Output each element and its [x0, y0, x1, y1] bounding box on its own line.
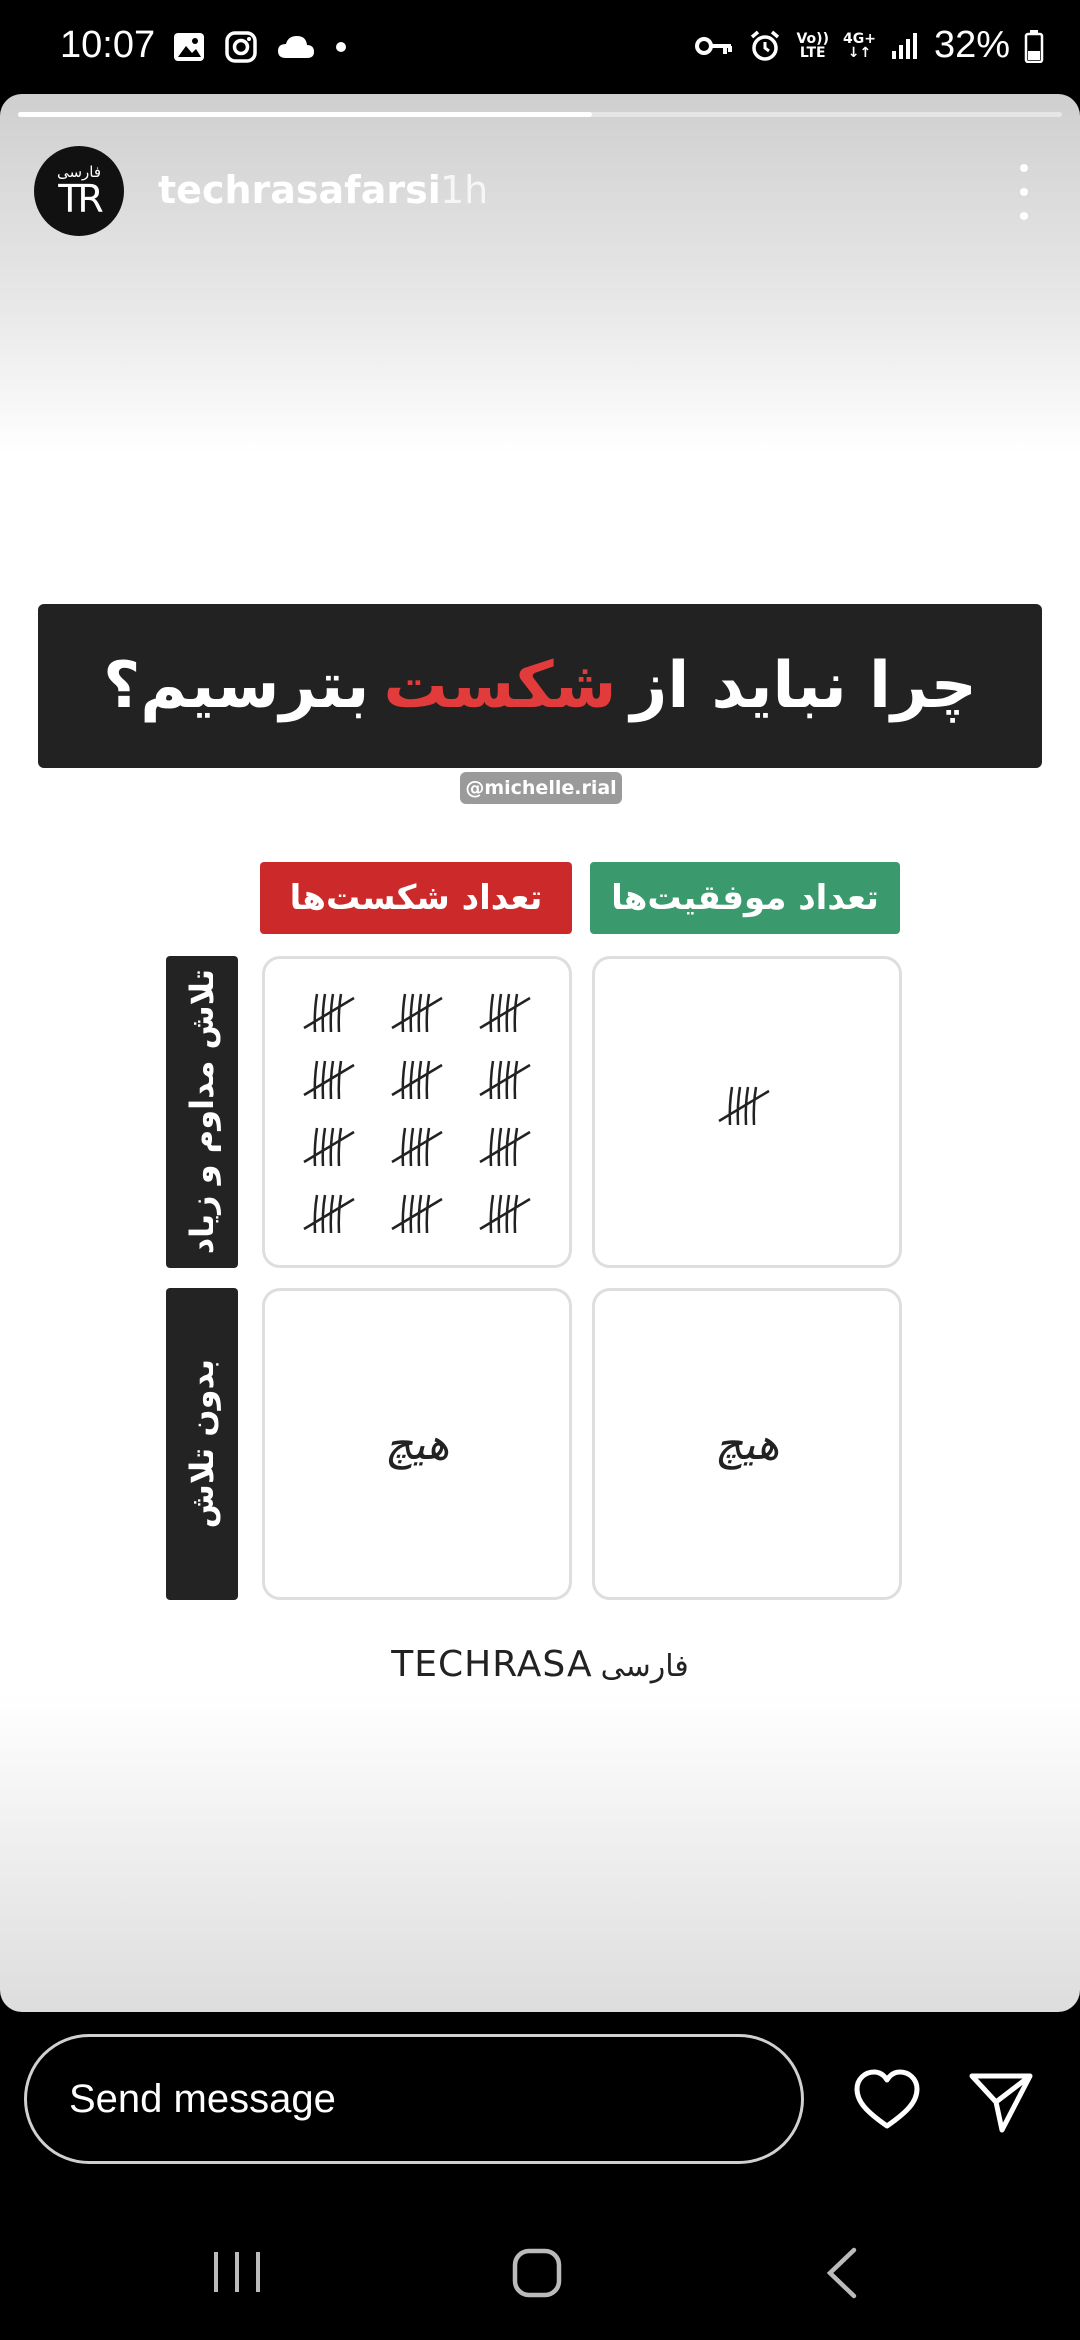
- instagram-icon: [224, 30, 258, 64]
- signal-icon: [890, 31, 920, 61]
- story-progress-fill: [18, 112, 592, 117]
- tally-grid: [285, 979, 549, 1247]
- tally-mark: [715, 1083, 773, 1133]
- send-message-input[interactable]: [24, 2034, 804, 2164]
- tally-mark: [476, 990, 534, 1036]
- gallery-icon: [172, 30, 206, 64]
- battery-percent: 32%: [933, 24, 1010, 66]
- volte-icon: Vo)) LTE: [796, 30, 829, 61]
- tally-mark: [300, 990, 358, 1036]
- credit-badge: @michelle.rial: [460, 772, 622, 804]
- tally-mark: [388, 1191, 446, 1237]
- cell-successes-effort: [592, 956, 902, 1268]
- title-part-2: بترسیم؟: [103, 649, 370, 723]
- recent-apps-icon[interactable]: [210, 2250, 264, 2294]
- infographic-title: [38, 604, 1042, 768]
- tally-mark: [388, 990, 446, 1036]
- status-bar: [0, 0, 1080, 96]
- nothing-label: هیچ: [714, 1418, 780, 1470]
- tally-mark: [300, 1057, 358, 1103]
- status-right-icons: [694, 24, 1044, 67]
- tally-mark: [476, 1057, 534, 1103]
- title-part-1: چرا نباید از: [630, 649, 977, 723]
- story-card[interactable]: [0, 94, 1080, 2012]
- avatar[interactable]: [34, 146, 124, 236]
- vpn-key-icon: [694, 33, 734, 59]
- story-progress-bar: [18, 112, 1062, 117]
- tally-mark: [388, 1057, 446, 1103]
- tally-mark: [715, 1083, 773, 1129]
- story-time-ago: 1h: [440, 168, 489, 212]
- status-left-icons: [172, 30, 348, 64]
- cell-failures-no-effort: [262, 1288, 572, 1600]
- heart-icon[interactable]: [852, 2066, 922, 2136]
- tally-mark: [476, 1191, 534, 1237]
- tally-mark: [300, 1124, 358, 1170]
- 4g-data-icon: 4G+ ↓↑: [842, 30, 876, 61]
- cell-successes-no-effort: [592, 1288, 902, 1600]
- avatar-small-text: فارسی: [56, 163, 102, 181]
- send-message-placeholder: Send message: [69, 2076, 336, 2121]
- title-highlight: شکست: [383, 649, 617, 723]
- nothing-label: هیچ: [384, 1418, 450, 1470]
- row-header-no-effort: بدون تلاش: [166, 1288, 238, 1600]
- send-icon[interactable]: [966, 2066, 1036, 2136]
- avatar-mark: TR: [58, 177, 100, 221]
- battery-icon: [1024, 29, 1044, 63]
- infographic: [0, 488, 1080, 1685]
- brand-logo: [0, 1644, 1080, 1685]
- cloud-icon: [276, 32, 316, 62]
- alarm-icon: [748, 29, 782, 63]
- column-header-successes: تعداد موفقیت‌ها: [590, 862, 900, 934]
- status-time: 10:07: [60, 24, 156, 66]
- tally-mark: [476, 1124, 534, 1170]
- brand-latin: TECHRASA: [391, 1644, 593, 1685]
- story-username[interactable]: techrasafarsi: [158, 168, 441, 212]
- more-options-icon[interactable]: [1012, 164, 1036, 220]
- dot-icon: [334, 40, 348, 54]
- tally-mark: [300, 1191, 358, 1237]
- column-header-failures: تعداد شکست‌ها: [260, 862, 572, 934]
- home-icon[interactable]: [510, 2246, 564, 2300]
- tally-mark: [388, 1124, 446, 1170]
- back-icon[interactable]: [822, 2246, 862, 2300]
- cell-failures-effort: [262, 956, 572, 1268]
- brand-farsi: فارسی: [600, 1649, 689, 1684]
- row-header-effort: تلاش مداوم و زیاد: [166, 956, 238, 1268]
